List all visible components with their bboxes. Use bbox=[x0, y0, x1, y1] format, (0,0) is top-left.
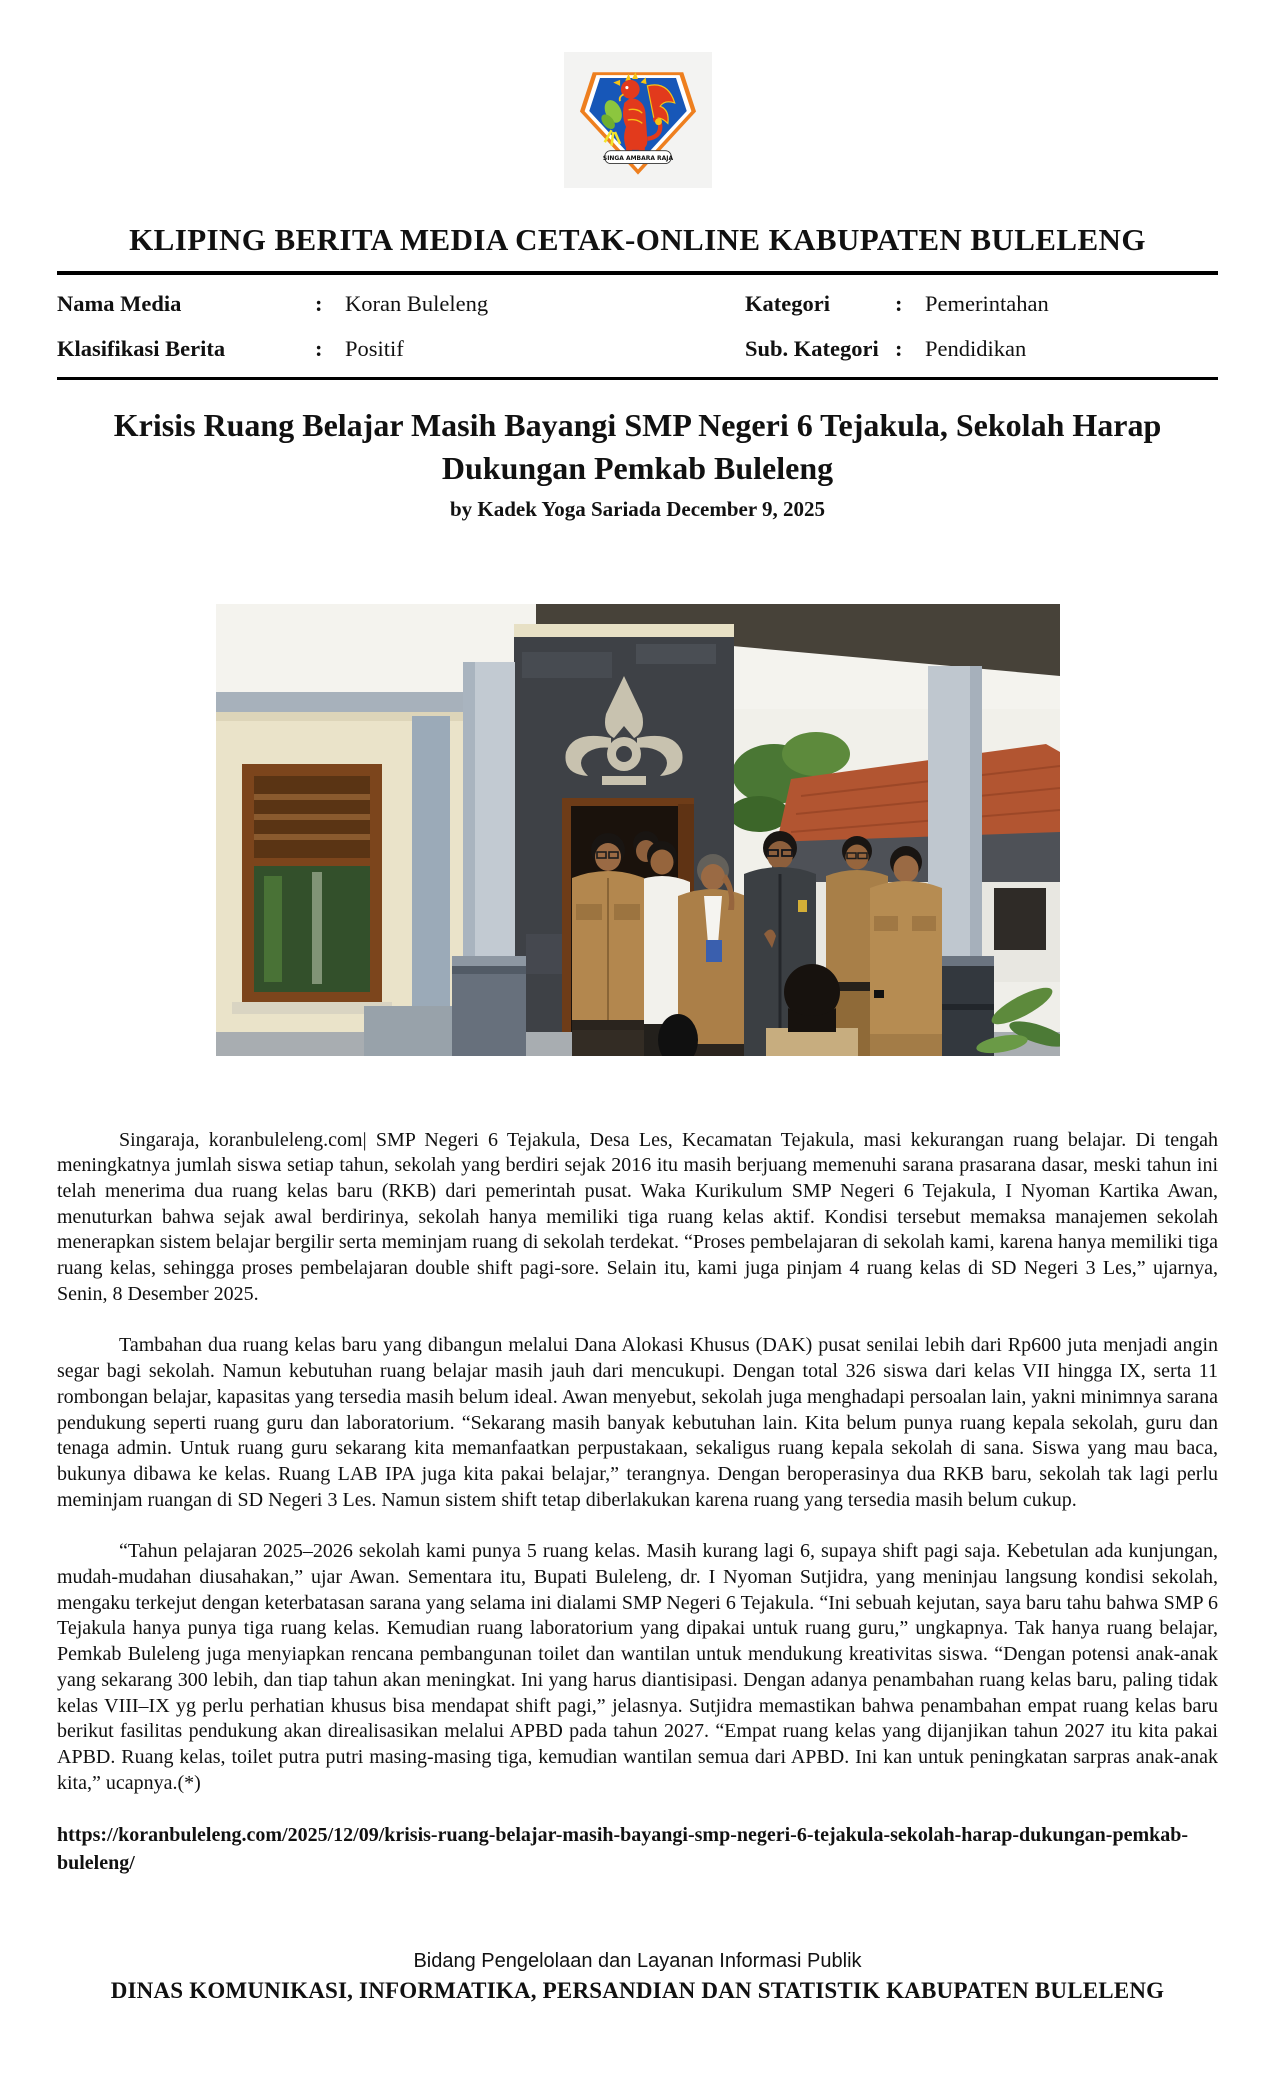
article-photo bbox=[216, 604, 1060, 1056]
divider-meta-bottom bbox=[57, 377, 1218, 380]
footer-agency: DINAS KOMUNIKASI, INFORMATIKA, PERSANDIAN DAN STATISTIK KABUPATEN BULELENG bbox=[110, 1978, 1165, 2003]
meta-klasifikasi bbox=[57, 326, 745, 371]
meta-table bbox=[57, 275, 1218, 377]
article-photo-illustration bbox=[216, 604, 1060, 1056]
paragraph-1: Singaraja, koranbuleleng.com| SMP Negeri 6 Tejakula, Desa Les, Kecamatan Tejakula, masi kekurangan ruang belajar. Di tengah meningkatnya jumlah siswa setiap tahun, sekolah yang berdiri sejak 2016 itu masih berjuang memenuhi sarana prasarana dasar, meski tahun ini telah menerima dua ruang kelas baru (RKB) dari pemerintah pusat. Waka Kurikulum SMP Negeri 6 Tejakula, I Nyoman Kartika Awan, menuturkan bahwa sejak awal berdirinya, sekolah hanya memiliki tiga ruang kelas aktif. Kondisi tersebut memaksa manajemen sekolah menerapkan sistem belajar bergilir serta meminjam ruang di sekolah terdekat. “Proses pembelajaran di sekolah kami, karena hanya memiliki tiga ruang kelas, sehingga proses pembelajaran double shift pagi-sore. Selain itu, kami juga pinjam 4 ruang kelas di SD Negeri 3 Les,” ujarnya, Senin, 8 Desember 2025. bbox=[57, 1128, 1218, 1305]
paragraph-3: “Tahun pelajaran 2025–2026 sekolah kami punya 5 ruang kelas. Masih kurang lagi 6, supaya shift pagi saja. Kebetulan ada kunjungan, mudah-mudahan diusahakan,” ujar Awan. Sementara itu, Bupati Buleleng, dr. I Nyoman Sutjidra, yang meninjau langsung kondisi sekolah, mengaku terkejut dengan keterbatasan sarana yang selama ini dialami SMP Negeri 6 Tejakula. “Ini sebuah kejutan, saya baru tahu bahwa SMP 6 Tejakula hanya punya tiga ruang kelas. Kemudian ruang laboratorium yang dipakai untuk ruang guru,” ungkapnya. Tak hanya ruang belajar, Pemkab Buleleng juga menyiapkan rencana pembangunan toilet dan wantilan untuk mendukung kreativitas siswa. “Dengan potensi anak-anak yang sekarang 300 lebih, dan tiap tahun akan meningkat. Ini yang harus diantisipasi. Dengan adanya penambahan ruang kelas baru, paling tidak kelas VIII–IX yg perlu perhatian khusus bisa mendapat shift pagi,” jelasnya. Sutjidra memastikan bahwa penambahan empat ruang kelas baru berikut fasilitas pendukung akan direalisasikan melalui APBD pada tahun 2027. “Empat ruang kelas yang dijanjikan tahun 2027 itu kita pakai APBD. Ruang kelas, toilet putra putri masing-masing tiga, kemudian wantilan semua dari APBD. Ini kan untuk peningkatan sarpras anak-anak kita,” ucapnya.(*) bbox=[57, 1540, 1218, 1794]
emblem-banner-text: SINGA AMBARA RAJA bbox=[602, 155, 673, 163]
meta-kategori bbox=[745, 281, 1218, 326]
article-body bbox=[57, 1128, 1218, 1797]
left-window bbox=[232, 764, 392, 1014]
meta-label: Nama Media bbox=[57, 291, 182, 316]
page-footer bbox=[0, 1950, 1275, 2004]
meta-label: Sub. Kategori bbox=[745, 336, 879, 361]
right-window bbox=[994, 888, 1046, 950]
buleleng-emblem-svg bbox=[574, 58, 702, 182]
meta-colon: : bbox=[895, 336, 903, 361]
meta-colon: : bbox=[895, 291, 903, 316]
meta-colon: : bbox=[315, 336, 323, 361]
pilaster bbox=[412, 716, 450, 1056]
page-title: KLIPING BERITA MEDIA CETAK-ONLINE KABUPATEN BULELENG bbox=[129, 222, 1146, 257]
emblem-banner bbox=[602, 151, 673, 164]
pillar-left bbox=[452, 662, 526, 1056]
buleleng-emblem-icon bbox=[564, 52, 712, 188]
meta-nama-media bbox=[57, 281, 745, 326]
meta-value: Pemerintahan bbox=[925, 291, 1049, 316]
meta-colon: : bbox=[315, 291, 323, 316]
source-url-link[interactable]: https://koranbuleleng.com/2025/12/09/krisis-ruang-belajar-masih-bayangi-smp-negeri-6-tejakula-sekolah-harap-dukungan-pemkab-buleleng/ bbox=[57, 1824, 1189, 1874]
meta-sub-kategori bbox=[745, 326, 1218, 371]
article-title: Krisis Ruang Belajar Masih Bayangi SMP Negeri 6 Tejakula, Sekolah Harap Dukungan Pemkab Buleleng bbox=[113, 406, 1162, 486]
logo-container bbox=[57, 0, 1218, 188]
meta-value: Positif bbox=[345, 336, 404, 361]
meta-label: Kategori bbox=[745, 291, 830, 316]
paragraph-2: Tambahan dua ruang kelas baru yang dibangun melalui Dana Alokasi Khusus (DAK) pusat senilai lebih dari Rp600 juta menjadi angin segar bagi sekolah. Namun kebutuhan ruang belajar masih jauh dari mencukupi. Dengan total 326 siswa dari kelas VII hingga IX, serta 11 rombongan belajar, kapasitas yang tersedia masih belum ideal. Awan menyebut, sekolah juga menghadapi persoalan lain, yakni minimnya sarana pendukung seperti ruang guru dan laboratorium. “Sekarang masih banyak kebutuhan lain. Kita belum punya ruang kepala sekolah, guru dan tenaga admin. Untuk ruang guru sekarang kita memanfaatkan perpustakaan, sekaligus ruang kepala sekolah di sana. Siswa yang mau baca, bukunya dibawa ke kelas. Ruang LAB IPA juga kita pakai belajar,” terangnya. Dengan beroperasinya dua RKB baru, sekolah tak lagi perlu meminjam ruangan di SD Negeri 3 Les. Namun sistem shift tetap diberlakukan karena ruang yang tersedia masih belum cukup. bbox=[57, 1334, 1218, 1511]
article-byline: by Kadek Yoga Sariada December 9, 2025 bbox=[449, 496, 826, 521]
footer-division: Bidang Pengelolaan dan Layanan Informasi Publik bbox=[413, 1950, 862, 1972]
steps bbox=[364, 1006, 452, 1056]
meta-value: Koran Buleleng bbox=[345, 291, 489, 316]
meta-value: Pendidikan bbox=[925, 336, 1027, 361]
meta-label: Klasifikasi Berita bbox=[57, 336, 226, 361]
